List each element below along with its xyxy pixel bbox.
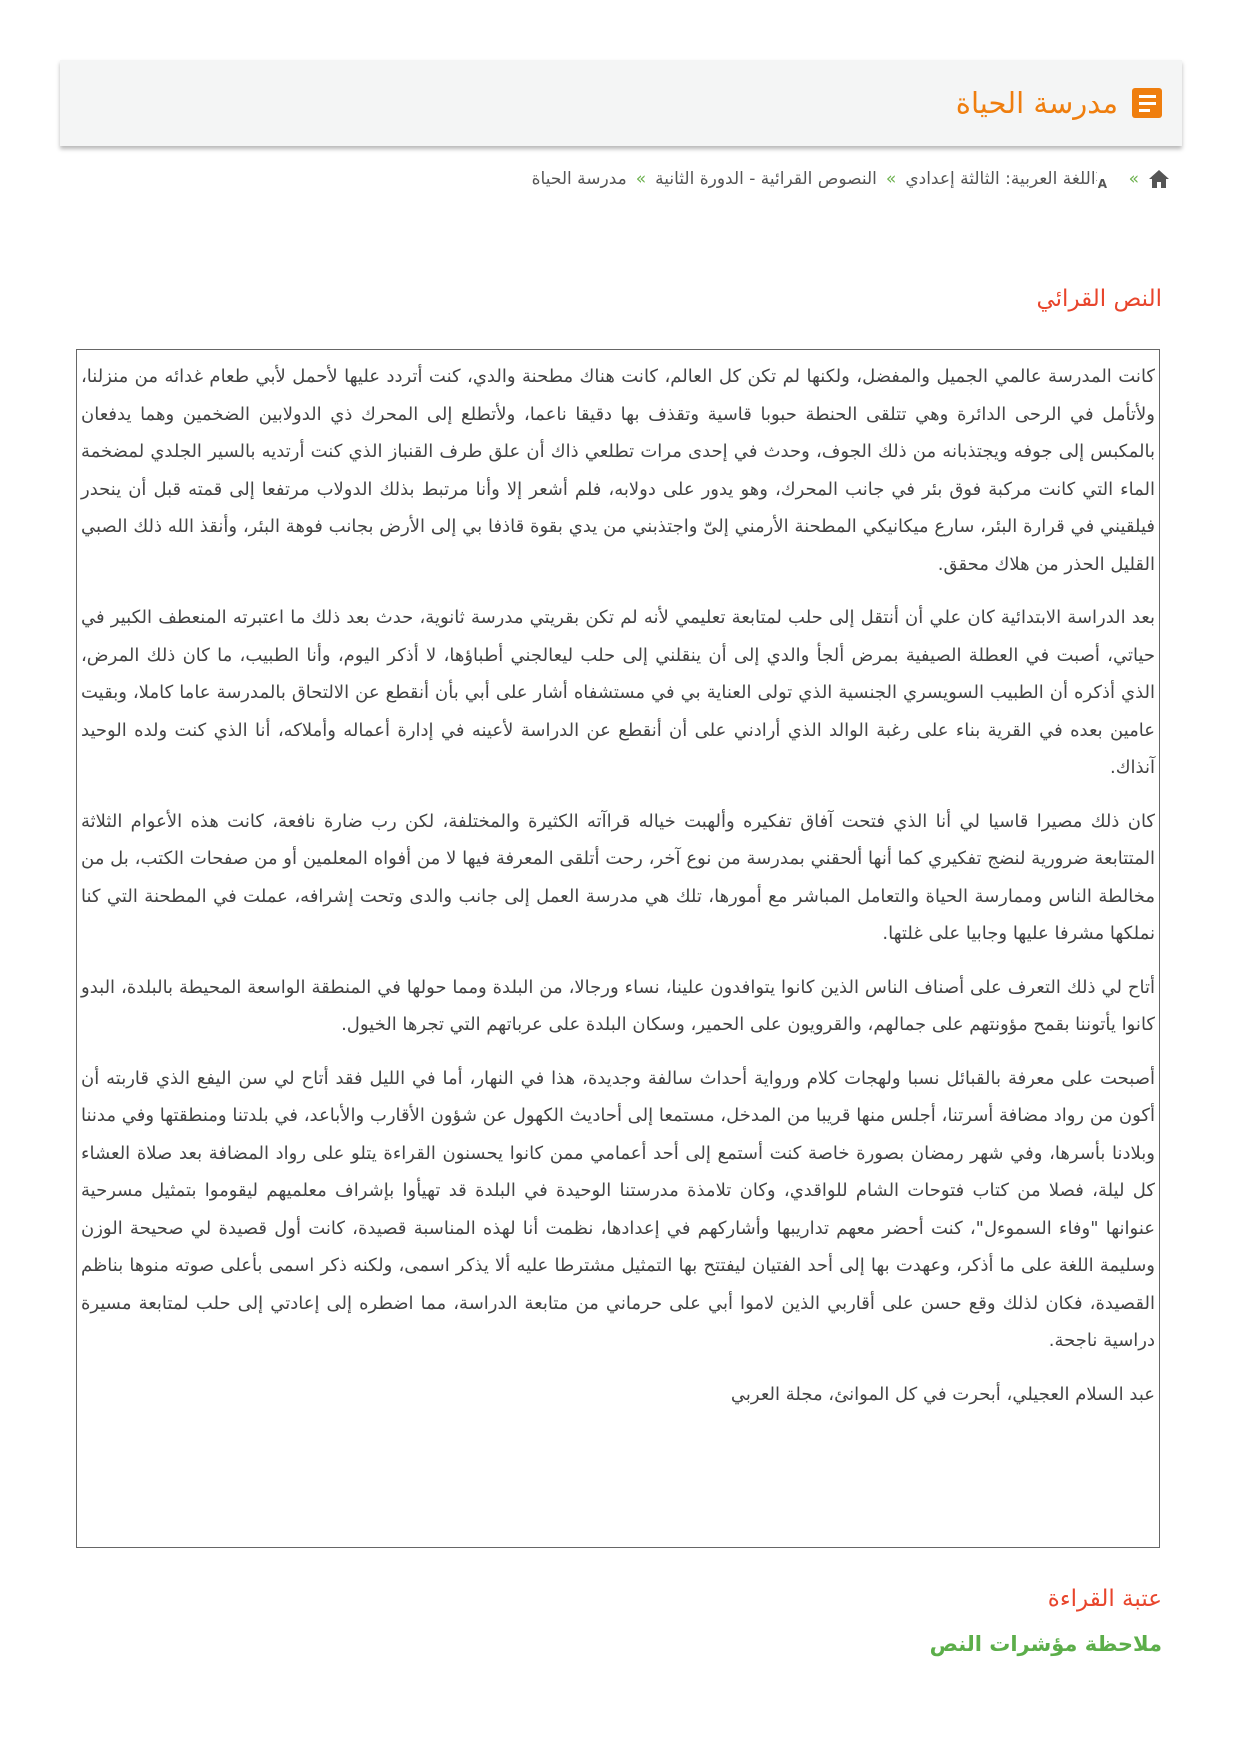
text-paragraph-4: أتاح لي ذلك التعرف على أصناف الناس الذين كانوا يتوافدون علينا، نساء ورجالا، من البلدة ومما حولها في المنطقة الواسعة المحيطة بالبلدة، البدو كانوا يأتوننا بقمح مؤونتهم على جمالهم، والقرويون على الحمير، وسكان البلدة على عرباتهم التي تجرها الخيول. [81, 976, 1155, 1035]
sub-heading-text-indicators: ملاحظة مؤشرات النص [929, 1632, 1162, 1656]
breadcrumb-item-current: مدرسة الحياة [531, 169, 627, 189]
reading-text-box [76, 349, 1160, 1548]
breadcrumb-separator: » [1128, 169, 1139, 189]
text-source: عبد السلام العجيلي، أبحرت في كل الموانئ، مجلة العربي [730, 1383, 1155, 1405]
page-title: مدرسة الحياة [955, 86, 1118, 120]
section-heading-reading-text: النص القرائي [1036, 286, 1162, 312]
section-heading-reading-threshold: عتبة القراءة [1047, 1586, 1162, 1612]
text-paragraph-1: كانت المدرسة عالمي الجميل والمفضل، ولكنها لم تكن كل العالم، كانت هناك مطحنة والدي، كنت أتردد عليها لأحمل لأبي طعام غدائه من منزلنا، ولأتأمل في الرحى الدائرة وهي تتلقى الحنطة حبوبا قاسية وتقذف بها دقيقا ناعما، ولأتطلع إلى المحرك ذي الدولابين الضخمين وهما يدفعان بالمكبس إلى جوفه ويجتذبانه من ذلك الجوف، وحدث في إحدى مرات تطلعي ذاك أن علق طرف القنباز الذي كنت أرتديه بالسير الجلدي لمضخمة الماء التي كانت مركبة فوق بئر في جانب المحرك، وهو يدور على دولابه، فلم أشعر إلا وأنا مرتبط بذلك الدولاب مرتفعا إلى قمته قبل أن ينحدر فيلقيني في قرارة البئر، سارع ميكانيكي المطحنة الأرمني إلىّ واجتذبني من يدي بقوة قاذفا بي إلى الأرض بجانب فوهة البئر، وأنقذ الله ذلك الصبي القليل الحذر من هلاك محقق. [81, 366, 1155, 575]
title-card [60, 60, 1182, 146]
text-paragraph-3: كان ذلك مصيرا قاسيا لي أنا الذي فتحت آفاق تفكيره وألهبت خياله قراآته الكثيرة والمختلفة، لكن رب ضارة نافعة، كانت هذه الأعوام الثلاثة المتتابعة ضرورية لنضج تفكيري كما أنها ألحقني بمدرسة من نوع آخر، رحت أتلقى المعرفة فيها لا من أفواه المعلمين أو من صفحات الكتب، بل من مخالطة الناس وممارسة الحياة والتعامل المباشر مع أمورها، تلك هي مدرسة العمل إلى جانب والدى وتحت إشرافه، عملت في المطحنة التي كنا نملكها مشرفا عليها وجابيا على غلتها. [81, 810, 1155, 944]
breadcrumb-separator: » [635, 169, 647, 189]
document-icon [1132, 88, 1162, 118]
translate-icon [1096, 168, 1120, 190]
breadcrumb [532, 168, 1170, 190]
home-icon[interactable] [1148, 169, 1170, 189]
text-paragraph-5: أصبحت على معرفة بالقبائل نسبا ولهجات كلام ورواية أحداث سالفة وجديدة، هذا في النهار، أما في الليل فقد أتاح لي سن اليفع الذي قاربته أن أكون من رواد مضافة أسرتنا، أجلس منها قريبا من المدخل، مستمعا إلى أحاديث الكهول عن شؤون الأقارب والأباعد، في بلدتنا ومنطقتها وفي مدننا وبلادنا بأسرها، وفي شهر رمضان بصورة خاصة كنت أستمع إلى أحد أعمامي ممن كانوا يحسنون القراءة يتلو على رواد المضافة بعد صلاة العشاء كل ليلة، فصلا من كتاب فتوحات الشام للواقدي، وكان تلامذة مدرستنا الوحيدة في البلدة قد تهيأوا بإشراف معلميهم ليقوموا بتمثيل مسرحية عنوانها "وفاء السموءل"، كنت أحضر معهم تداريبها وأشاركهم في إعدادها، نظمت أنا لهذه المناسبة قصيدة، كانت أول قصيدة لي صحيحة الوزن وسليمة اللغة على ما أذكر، وعهدت بها إلى أحد الفتيان ليفتتح بها التمثيل مشترطا عليه ألا يذكر اسمى، ولكنه ذكر اسمى بأعلى صوته منوها بناظم القصيدة، فكان لذلك وقع حسن على أقاربي الذين لاموا أبي على حرماني من متابعة الدراسة، مما اضطره إلى إعادتي إلى حلب لمتابعة مسيرة دراسية ناجحة. [81, 1067, 1155, 1351]
breadcrumb-separator: » [885, 169, 897, 189]
breadcrumb-item-unit[interactable]: النصوص القرائية - الدورة الثانية [655, 169, 877, 189]
breadcrumb-item-subject[interactable]: اللغة العربية: الثالثة إعدادي [905, 169, 1096, 189]
svg-text:A: A [1097, 177, 1107, 190]
text-paragraph-2: بعد الدراسة الابتدائية كان علي أن أنتقل إلى حلب لمتابعة تعليمي لأنه لم تكن بقريتي مدرسة ثانوية، حدث بعد ذلك ما اعتبرته المنعطف الكبير في حياتي، أصبت في العطلة الصيفية بمرض ألجأ والدي إلى أن ينقلني إلى حلب ليعالجني أطباؤها، لا أذكر اليوم، وأنا الطبيب، ما كان ذلك المرض، الذي أذكره أن الطبيب السويسري الجنسية الذي تولى العناية بي في مستشفاه أشار على أبي بأن أنقطع عن الالتحاق بالمدرسة عاما كاملا، وبقيت عامين بعده في القرية بناء على رغبة الوالد الذي أرادني على أن أنقطع عن الدراسة لأعينه في إدارة أعماله وأملاكه، أنا الذي كنت ولده الوحيد آنذاك. [81, 607, 1155, 778]
